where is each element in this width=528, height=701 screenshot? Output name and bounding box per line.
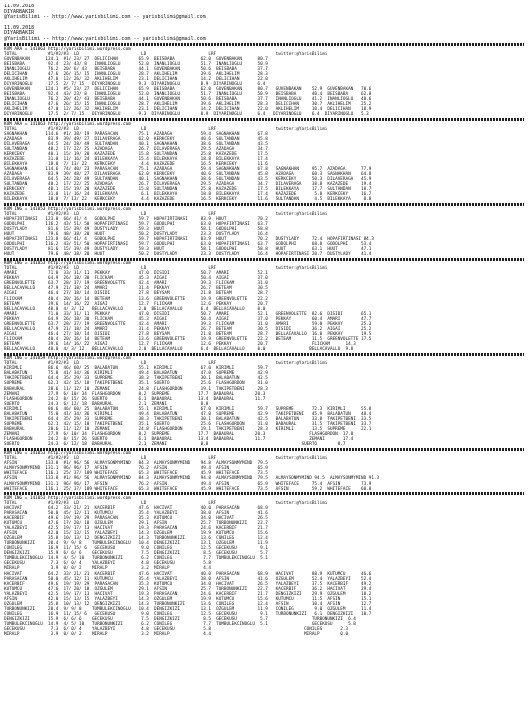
race-row: GECEKUSU 7.3 6/ 0/ 4 YALAZBEYI 4.8 GECEKUSU 5.8 CONILEG 2.3 (4, 627, 349, 633)
race-row: BELLACAVALLO 47.9 21/ 18/ 24 AMARI 31.4 PEKKAY 26.7 BETEAM 30.5 DISIDI 36.2 AIGAI 25.2 (4, 326, 372, 332)
hash-separator (4, 43, 524, 46)
race-row: AFSIN 133.8 #1/ 96/ 56 ALMAYSONMYMIND 84.3 ALMAYSONMYMIND 94.8 ALMAYSONMYMIND 79.5 (4, 461, 268, 467)
race-row: GUVENBAKAN 124.1 #5/ 23/ 27 DELICIHAN 65.9 BEISBABA 62.0 GUVENBAKAN 80.7 GUVENBAKAN 52.9 GUVENBAKAN 78.6 (4, 87, 372, 93)
race-row: SUPREME 62.1 42/ 15/ 18 TAKIPETBENI 35.1 SUERTO 25.6 FLASHGORDON 31.0 BABAURAL 31.5 TAKIPETBENI 33.7 (4, 421, 372, 427)
race-title: KUM ING = 141053 http://yarisbilimi.wordpress.com (4, 451, 131, 457)
race-block (4, 203, 524, 257)
race-row: DELICIHAN 47.6 26/ 15/ 15 INANLIOGLU 28.7 AKLIHELIM 39.6 AKLIHELIM 28.3 (4, 71, 268, 77)
race-row: HUUT 79.6 48/ 38/ 20 HUUT 50.2 DUSTYLADY 23.3 DUSTYLADY 16.4 (4, 231, 268, 237)
report-contact: @YarisBilimi -- http://www.yarisbilimi.com -- yarisbilimi@gmail.com (4, 14, 206, 21)
race-row: AKLIHELIM 47.0 12/ 26/ 32 AKLIHELIM 23.1 DELICIHAN 14.2 DELICIHAN 22.0 AKLIHELIM 10.4 DELICIHAN 18.9 (4, 107, 372, 113)
race-row: PARASACAN 50.0 45/ 12/ 11 KUTUMCU 35.4 YALAZBEYI 38.0 AFSIN 41.6 (4, 510, 268, 516)
race-row: OZGULEM 35.8 10/ 13/ 12 DENGIZKIZI 14.3 TURBONUNKIZI 13.6 CONILEG 12.4 AFSIN 10.4 AFSIN 12.7 (4, 601, 372, 607)
race-row: KUTUMCU 47.6 17/ 20/ 18 OZGULEM 29.1 AFSIN 25.7 TURBONUNKIZI 22.7 (4, 521, 268, 527)
race-block (4, 118, 524, 202)
race-row: CONILEG 16.9 11/ 15/ 6 GECEKUSU 9.0 CONILEG 12.5 GECEKUSU 9.1 TURBONUNKIZI 6.1 DENGIZKIZI 10.7 (4, 611, 372, 617)
race-row: TUMBULEKCINOGLU 14.9 4/ 5/ 10 TURBONUNKIZI 6.2 CONILEG 7.7 TUMBULEKCINOGLU 5.1 (4, 556, 268, 562)
race-row: BILEKKAYA 18.8 7/ 13/ 22 KERKCEKY 4.4 KAZAZEDE 16.5 KERKCEKY 11.6 (4, 161, 268, 167)
race-row: BALABATUN 75.0 41/ 34/ 36 KIRIMLI 49.4 BALABATUN 47.0 SUPREME 42.9 (4, 371, 268, 377)
race-title: KUM ARA = 141063 http://yarisbilimi.wordpress.com (4, 121, 131, 127)
race-row: SAGNAKHAN 114.6 #1/ 38/ 19 PARASACAN 75.1 AZADAGA 59.4 SAGNAKHAN 67.8 (4, 131, 268, 137)
race-row: SUPREME 62.1 42/ 15/ 18 TAKIPETBENI 35.1 SUERTO 25.6 FLASHGORDON 31.0 (4, 381, 268, 387)
race-row: AMARI 71.0 33/ 31/ 11 PEKKAY 47.0 DISIDI 50.7 AMARI 52.1 (4, 271, 268, 277)
race-row: KAZAZEDE 31.0 11/ 16/ 24 BILEKKAYA 15.4 BILEKKAYA 18.8 BILEKKAYA 17.4 (4, 156, 268, 162)
race-row: KERKCEKY 40.1 15/ 19/ 20 KAZAZEDE 15.8 SULTANDAN 25.8 KAZAZEDE 17.5 (4, 151, 268, 157)
race-title: KUM ING = 141059 http://yarisbilimi.wordpress.com (4, 356, 131, 362)
race-row: KERKCEKY 40.1 15/ 19/ 20 KAZAZEDE 15.8 SULTANDAN 25.8 KAZAZEDE 17.5 BILEKKAYA 17.7 SULTANDAN 18.7 (4, 187, 372, 193)
race-title: KUM ING = 141053 http://yarisbilimi.wordpress.com (4, 206, 131, 212)
race-row: DILAVERAGA 64.5 24/ 28/ 49 SULTANDAN 40.1 SAGNAKHAN 38.6 SULTANDAN 43.5 (4, 141, 268, 147)
race-row: MIRALP 3.9 0/ 0/ 2 MIRALP 3.2 MIRALP 4.4 (4, 566, 211, 572)
race-row: WHITEFACE 116.1 25/ 37/ 109 WHITEFACE 65.3 WHITEFACE 45.9 WHITEFACE 73.5 AFSIN 59.2 WHITEFACE 60.8 (4, 486, 372, 492)
race-row: BABAURAL 28.6 11/ 12/ 10 ZEMANI 24.8 FLASHGORDON 19.1 TAKIPETBENI 28.3 KIRIMLI 13.5 SUPREME 22.1 (4, 426, 372, 432)
race-list (4, 43, 524, 637)
race-row: BABAURAL 28.6 11/ 12/ 10 ZEMANI 24.8 FLASHGORDON 19.1 TAKIPETBENI 28.3 (4, 386, 268, 392)
race-row: TURBONUNKIZI 20.4 9/ 9/ 8 TUMBULEKCINOGLU 10.4 DENGIZKIZI 13.1 OZGULEM 11.9 CONILEG 9.0 OZGULEM 11.4 (4, 606, 372, 612)
race-row: SULTANDAN 48.2 17/ 22/ 25 AZADAGA 26.7 DILAVERAGA 29.5 AZADAGA 34.7 DILAVERAGA 38.8 KAZAZEDE 19.4 (4, 182, 372, 188)
race-row: CONILEG 16.9 11/ 15/ 6 GECEKUSU 9.0 CONILEG 12.5 GECEKUSU 9.1 (4, 546, 268, 552)
race-row: GODOLPHI 116.2 43/ 51/ 50 HOPAFIRTINASI 59.7 GODOLPHI 63.0 HOPAFIRTINASI 63.7 (4, 221, 268, 227)
race-row: PARASACAN 50.0 45/ 12/ 11 KUTUMCU 35.4 YALAZBEYI 38.0 AFSIN 41.6 OZGULEM 52.4 YALAZBEYI 52.4 (4, 576, 372, 582)
race-row: DIYARINOGLU 17.5 2/ 7/ 15 DIYARINOGLU 9.3 DIYARINOGLU 8.9 DIYARINOGLU 6.4 DIYARINOGLU 6.4 DIYARINOGLU 5.3 (4, 112, 369, 118)
race-row: BETEAM 39.6 14/ 16/ 22 AIGAI 12.7 FLICKAM 12.6 PEKKAY 20.7 FLICKAM 14.3 (4, 341, 356, 347)
race-row: AZADAGA 83.9 39/ 48/ 27 DILAVERAGA 62.0 KERKCEKY 40.6 SULTANDAN 45.8 AZADAGA 60.3 SAGNAKHAN 64.8 (4, 172, 372, 178)
race-row: FLASHGORDON 24.2 8/ 15/ 26 SUERTO 6.1 BABAURAL 13.4 BABAURAL 11.7 (4, 396, 266, 402)
race-row: SAGNAKHAN 114.6 74/ 40/ 23 PARASACAN 75.1 AZADAGA 59.4 SAGNAKHAN 67.8 SAGNAKHAN 95.7 AZADAGA 77.9 (4, 167, 372, 173)
race-row: OZGULEM 35.8 10/ 13/ 12 DENGIZKIZI 14.3 TURBONUNKIZI 13.6 CONILEG 12.4 (4, 536, 268, 542)
race-row: HOPAFIRTINASI 123.8 66/ 41/ 4 GODOLPHI 59.7 HOPAFIRTINASI 83.9 HUUT 70.2 DUSTYLADY 72.4 HOPAFIRTINASI 84.3 (4, 236, 374, 242)
race-row: DENGIZKIZI 15.9 6/ 6/ 6 GECEKUSU 7.5 DENGIZKIZI 8.5 GECEKUSU 5.7 TURBONUNKIZI 6.4 (4, 616, 356, 622)
race-row: ALMAYSONMYMIND 131.1 96/ 96/ 17 AFSIN 76.2 AFSIN 49.4 AFSIN 65.9 (4, 466, 268, 472)
race-row: KACERBIF 49.6 19/ 19/ 29 PARASACAN 35.3 KUTUMCU 34.0 HACIVAT 26.5 YALAZBEYI 37.5 KACERBIF 49.2 (4, 581, 372, 587)
race-block (4, 353, 524, 447)
race-row: AMARI 71.0 33/ 31/ 11 PEKKAY 47.0 DISIDI 50.7 AMARI 52.1 GREENVOLETTE 82.6 DISIDI 65.1 (4, 311, 372, 317)
race-row: BELLACAVALLO 40.0 4/ 3/ 12 BELLACAVALLO 2.0 BELLACAVALLO 6.4 BELLACAVALLO 0.0 (4, 306, 266, 312)
race-title: KUM ING = 141053 http://yarisbilimi.wordpress.com (4, 261, 131, 267)
report-city: DIYARBAKIR (4, 8, 35, 15)
race-row: HACIVAT 64.2 33/ 21/ 21 KACERBIF 47.6 HACIVAT 40.0 PARASACAN 68.9 HACIVAT 88.9 KUTUMCU 46.6 (4, 571, 372, 577)
race-row: BILEKKAYA 18.8 7/ 13/ 22 KERKCEKY 4.4 KAZAZEDE 16.5 KERKCEKY 11.6 SULTANDAN 4.5 BILEKKAYA 0.0 (4, 197, 372, 203)
race-row: BALABATUN 75.0 41/ 34/ 36 KIRIMLI 49.4 BALABATUN 47.0 SUPREME 42.9 TAKIPETBENI 45.9 BALABATUN 40.4 (4, 411, 372, 417)
race-column-header: TOTAL #1/#2/#3 LD LD LRF twitter:@YarisBilimi (4, 51, 328, 57)
report-date: 11.09.2018 (4, 4, 35, 9)
race-row: KIRIMLI 86.6 46/ 60/ 25 BALABATUN 55.1 KIRIMLI 67.0 KIRIMLI 59.7 (4, 366, 268, 372)
race-row: FLICKAM 40.4 20/ 16/ 14 BETEAM 13.6 GREENVOLETTE 19.9 GREENVOLETTE 22.2 (4, 296, 268, 302)
race-row: BELLACAVALLO 40.0 4/ 3/ 12 BELLACAVALLO 2.0 BELLACAVALLO 6.4 BELLACAVALLO 0.0 BELLACAVALLO 9.8 (4, 346, 354, 352)
race-row: DELICIHAN 47.6 26/ 15/ 15 INANLIOGLU 28.7 AKLIHELIM 39.6 AKLIHELIM 28.3 DELICIHAN 30.7 AKLIHELIM 25.2 (4, 102, 372, 108)
report-city-repeat: DIYARBAKIR (4, 30, 35, 37)
race-row: WHITEFACE 116.1 25/ 37/ 109 WHITEFACE 65.3 WHITEFACE 45.9 WHITEFACE 73.5 (4, 471, 268, 477)
race-column-header: TOTAL #1/#2/#3 LD LD LRF twitter:@YarisBilimi (4, 361, 328, 367)
race-block (4, 43, 524, 117)
race-row: GODOLPHI 116.2 43/ 51/ 50 HOPAFIRTINASI 59.7 GODOLPHI 63.0 HOPAFIRTINASI 63.7 GODOLPHI 68.8 GODOLPHI 53.4 (4, 241, 372, 247)
race-column-header: TOTAL #1/#2/#3 LD LD LRF twitter:@YarisBilimi (4, 126, 328, 132)
race-row: BEISBABA 92.4 43/ 23/ 8 INANLIOGLU 52.0 INANLIOGLU 51.7 INANLIOGLU 50.9 BEISBABA 40.4 BEISBABA 62.8 (4, 92, 372, 98)
race-row: AIGAI 46.4 27/ 18/ 14 DISIDI 27.8 BEYSAM 21.8 BETEAM 28.7 BELLACAVALLO 16.0 PEKKAY 19.5 (4, 331, 372, 337)
race-row: TURBONUNKIZI 20.4 9/ 9/ 8 TUMBULEKCINOGLU 10.4 DENGIZKIZI 13.1 OZGULEM 11.9 (4, 541, 268, 547)
race-row: SUERTO 24.3 6/ 12/ 18 BABAURAL 2.1 ZEMANI 8.8 (4, 401, 209, 407)
race-column-header: TOTAL #1/#2/#3 LD LD LRF twitter:@YarisBilimi (4, 456, 328, 462)
race-row: KIRIMLI 86.6 46/ 60/ 25 BALABATUN 55.1 KIRIMLI 67.0 KIRIMLI 59.7 SUPREME 72.3 KIRIMLI 55.8 (4, 406, 372, 412)
race-row: DILAVERAGA 64.5 24/ 28/ 49 SULTANDAN 40.1 SAGNAKHAN 38.6 SULTANDAN 43.5 KERKCEKY 50.3 DILAVERAGA 45.9 (4, 177, 372, 183)
race-row: DUSTYLADY 81.6 15/ 39/ 49 DUSTYLADY 59.3 HUUT 58.1 GODOLPHI 58.8 (4, 226, 268, 232)
race-row: ZEMANI 27.9 6/ 10/ 34 FLASHGORDON 8.2 SUPREME 17.7 BABAURAL 20.3 (4, 391, 266, 397)
hash-separator (4, 203, 524, 206)
race-row: GREENVOLETTE 63.7 28/ 37/ 19 GREENVOLETTE 42.4 AMARI 39.3 FLICKAM 31.0 (4, 281, 268, 287)
race-row: INANLIOGLU 76.2 20/ 42/ 43 BEISBABA 44.1 GUVENBAKAN 50.6 BEISBABA 37.7 INANLIOGLU 41.2 INANLIOGLU 40.6 (4, 97, 372, 103)
document-page (4, 4, 524, 697)
race-row: ALMAYSONMYMIND 131.1 96/ 96/ 17 AFSIN 76.2 AFSIN 49.4 AFSIN 65.9 WHITEFACE 75.4 AFSIN 73.9 (4, 481, 372, 487)
race-row: HACIVAT 64.2 33/ 21/ 21 KACERBIF 47.6 HACIVAT 40.0 PARASACAN 68.9 (4, 505, 268, 511)
race-row: FLASHGORDON 24.2 8/ 15/ 26 SUERTO 6.1 BABAURAL 13.4 BABAURAL 11.7 ZEMANI 17.4 (4, 436, 354, 442)
race-row: KACERBIF 49.6 19/ 19/ 29 PARASACAN 35.3 KUTUMCU 34.0 HACIVAT 26.5 (4, 516, 268, 521)
hash-separator (4, 118, 524, 121)
race-row: SUERTO 24.3 6/ 12/ 18 BABAURAL 2.1 ZEMANI 8.8 SUERTO 8.7 (4, 442, 346, 448)
race-row: SULTANDAN 48.2 17/ 22/ 25 AZADAGA 26.7 DILAVERAGA 29.5 AZADAGA 34.7 (4, 146, 268, 152)
race-row: AFSIN 42.0 15/ 13/ 15 YALAZBEYI 14.3 OZGULEM 19.9 KUTUMCU 15.6 (4, 531, 268, 537)
race-row: AZADAGA 83.9 39/ 49/ 27 DILAVERAGA 62.0 KERKCEKY 40.6 SULTANDAN 45.8 (4, 136, 268, 142)
report-contact-repeat: @YarisBilimi -- http://www.yarisbilimi.com -- yarisbilimi@gmail.com (4, 35, 206, 42)
race-row: AFSIN 42.0 15/ 13/ 15 YALAZBEYI 14.3 OZGULEM 19.9 KUTUMCU 15.6 KUTUMCU 11.5 AFSIN 15.1 (4, 596, 372, 602)
race-block (4, 258, 524, 352)
race-row: KUTUMCU 47.6 17/ 20/ 18 OZGULEM 29.1 AFSIN 25.7 TURBONUNKIZI 22.7 KACERBIF 36.2 HACIVAT 29.4 (4, 586, 372, 592)
race-row: KAZAZEDE 31.0 11/ 16/ 24 BILEKKAYA 6.1 BILEKKAYA 18.8 BILEKKAYA 17.4 KAZAZEDE 5.8 KERKCEKY 16.7 (4, 192, 372, 198)
race-row: BETEAM 39.6 14/ 16/ 22 AIGAI 12.7 FLICKAM 12.6 PEKKAY 20.7 (4, 301, 268, 307)
race-row: DIYARINOGLU 17.5 2/ 7/ 15 DIYARINOGLU 9.3 DIYARINOGLU 8.9 DIYARINOGLU 6.4 (4, 82, 266, 88)
hash-separator (4, 492, 524, 495)
race-row: INANLIOGLU 76.2 20/ 6/ 43 BEISBABA 44.1 GUVENBAKAN 50.6 BEISBABA 37.7 (4, 66, 268, 72)
race-row: HUUT 79.6 48/ 38/ 20 HUUT 50.2 DUSTYLADY 23.3 DUSTYLADY 16.4 HOPAFIRTINASI 20.7 DUSTYLADY 41.4 (4, 251, 372, 257)
report-date-repeat: 11.09.2018 (4, 24, 35, 31)
race-column-header: TOTAL #1/#2/#3 LD LD LRF twitter:@YarisBilimi (4, 211, 328, 217)
race-row: BELLACAVALLO 47.9 21/ 18/ 24 AMARI 31.4 PEKKAY 26.7 BETEAM 30.5 (4, 286, 268, 292)
race-title: KUM ARA = 141063 http://yarisbilimi.wordpress.com (4, 46, 131, 52)
race-block (4, 492, 524, 637)
race-title: KUM ING = 141053 http://yarisbilimi.wordpress.com (4, 495, 131, 501)
race-row: AIGAI 46.4 27/ 18/ 14 DISIDI 27.8 BEYSAM 21.8 BETEAM 28.7 (4, 291, 268, 297)
race-row: AKLIHELIM 47.0 12/ 26/ 32 AKLIHELIM 23.1 DELICIHAN 14.2 DELICIHAN 22.0 (4, 77, 268, 83)
race-row: PEKKAY 64.9 26/ 18/ 30 FLICKAM 45.3 AIGAI 50.4 AIGAI 37.0 (4, 276, 268, 282)
race-row: GREENVOLETTE 63.7 28/ 37/ 19 GREENVOLETTE 42.4 AMARI 39.3 FLICKAM 31.0 AMARI 59.8 PEKKAY 25.3 (4, 321, 372, 327)
race-row: TUMBULEKCINOGLU 14.9 4/ 5/ 10 TURBONUNKIZI 6.2 CONILEG 7.7 TUMBULEKCINOGLU 5.1 GECEKUSU 5.8 (4, 621, 356, 627)
race-row: TAKIPETBENI 64.4 35/ 29/ 33 SUPREME 38.3 TAKIPETBENI 30.1 BALABATUN 42.5 (4, 376, 268, 382)
race-row: YALAZBEYI 42.5 19/ 17/ 13 HACIVAT 19.3 PARASACAN 24.6 KACERBIF 21.7 (4, 526, 268, 532)
race-row: DUSTYLADY 81.6 15/ 39/ 49 DUSTYLADY 59.3 HUUT 58.1 GODOLPHI 58.8 HUUT 63.1 HUUT 47.1 (4, 246, 372, 252)
race-row: ZEMANI 27.9 6/ 10/ 34 FLASHGORDON 8.2 SUPREME 17.7 BABAURAL 20.3 FLASHGORDON 17.8 (4, 431, 354, 437)
race-row: TAKIPETBENI 64.4 35/ 29/ 33 SUPREME 38.3 TAKIPETBENI 30.1 BALABATUN 42.5 BALABATUN 33.8 TAKIPETBENI 33.5 (4, 416, 372, 422)
race-column-header: TOTAL #1/#2/#3 LD LD LRF twitter:@YarisBilimi (4, 500, 328, 506)
race-row: GUVENBAKAN 124.1 #1/ 23/ 27 DELICIHAN 65.9 BEISBABA 62.0 GUVENBAKAN 80.7 (4, 56, 268, 62)
race-row: BEISBABA 92.4 23/ 43/ 8 INANLIOGLU 52.0 INANLIOGLU 51.7 INANLIOGLU 50.9 (4, 61, 268, 67)
race-row: DENGIZKIZI 15.9 6/ 6/ 6 GECEKUSU 7.5 DENGIZKIZI 8.5 GECEKUSU 5.7 (4, 551, 268, 557)
race-row: FLICKAM 40.4 20/ 16/ 14 BETEAM 13.6 GREENVOLETTE 19.9 GREENVOLETTE 22.2 BETEAM 11.5 GREENVOLETTE 17.5 (4, 336, 372, 342)
race-column-header: TOTAL #1/#2/#3 LD LD LRF twitter:@YarisBilimi (4, 266, 328, 272)
race-row: YALAZBEYI 42.5 19/ 17/ 13 HACIVAT 19.3 PARASACAN 24.6 KACERBIF 21.7 DENGIZKIZI 29.9 OZGULEM 18.2 (4, 591, 372, 597)
race-block (4, 448, 524, 492)
race-row: MIRALP 3.9 0/ 0/ 2 MIRALP 3.2 MIRALP 4.4 MIRALP 0.0 (4, 632, 349, 638)
race-row: HOPAFIRTINASI 123.8 66/ 41/ 4 GODOLPHI 59.7 HOPAFIRTINASI 83.9 HUUT 70.2 (4, 216, 268, 222)
race-row: AFSIN 133.8 #1/ 96/ 56 ALMAYSONMYMIND 84.3 ALMAYSONMYMIND 94.8 ALMAYSONMYMIND 79.5 ALMAYSONMYMIND 94.5 ALMAYSONMYMIND 91.3 (4, 476, 380, 482)
race-row: PEKKAY 64.9 26/ 18/ 30 FLICKAM 45.3 AIGAI 50.4 AIGAI 37.0 PEKKAY 60.4 AMARI 47.7 (4, 316, 372, 322)
race-row: GECEKUSU 7.3 6/ 0/ 4 YALAZBEYI 4.8 GECEKUSU 5.8 (4, 561, 211, 567)
